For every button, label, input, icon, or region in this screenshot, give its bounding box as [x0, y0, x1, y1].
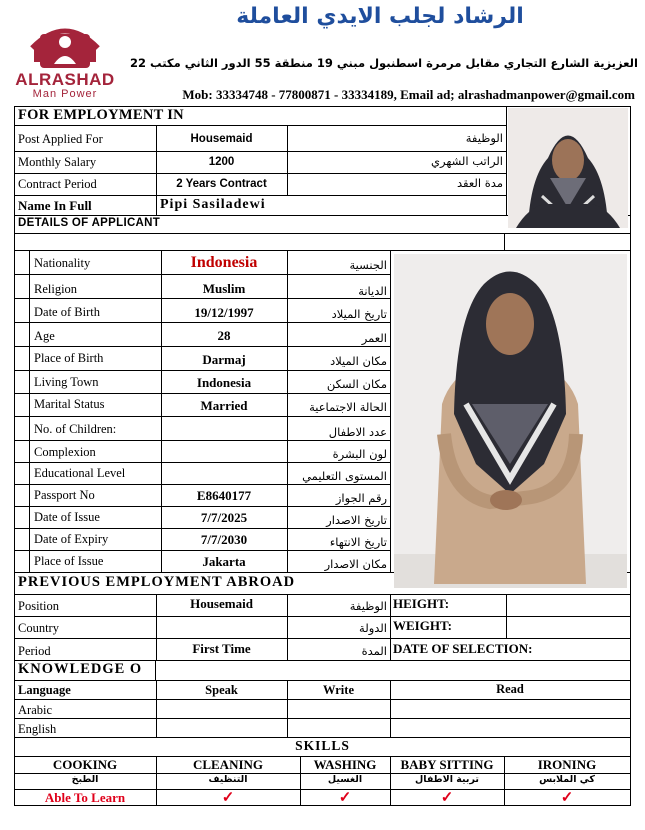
date-of-issue-label: Date of Issue	[34, 510, 100, 524]
date-of-issue-value: 7/7/2025	[200, 510, 248, 525]
full-name-value: Pipi Sasiladewi	[160, 197, 266, 212]
living-town-label-ar: مكان السكن	[326, 377, 387, 391]
date-of-expiry-value: 7/7/2030	[200, 532, 248, 547]
skill-washing-header: WASHING	[313, 757, 377, 772]
write-header: Write	[322, 683, 354, 697]
complexion-label: Complexion	[34, 445, 96, 459]
company-contact: Mob: 33334748 - 77800871 - 33334189, Email ad; alrashadmanpower@gmail.com	[182, 87, 635, 102]
company-logo	[10, 8, 120, 100]
marital-status-label: Marital Status	[34, 397, 105, 411]
skill-babysitting-header-ar: تربية الاطفال	[415, 774, 479, 785]
weight-label: WEIGHT:	[393, 618, 452, 633]
height-label: HEIGHT:	[393, 596, 450, 611]
age-value: 28	[217, 328, 231, 343]
speak-header: Speak	[205, 683, 238, 697]
skill-washing-header-ar: الغسيل	[327, 774, 363, 785]
contract-period-value: 2 Years Contract	[176, 178, 267, 190]
position-label-ar: الوظيفة	[349, 599, 387, 613]
monthly-salary-label: Monthly Salary	[18, 155, 97, 169]
details-section-title: DETAILS OF APPLICANT	[18, 217, 161, 229]
logo-emblem-icon	[10, 8, 120, 72]
date-of-issue-label-ar: تاريخ الاصدار	[326, 513, 387, 527]
age-label: Age	[34, 329, 55, 343]
education-label: Educational Level	[34, 466, 126, 480]
education-label-ar: المستوى التعليمي	[302, 469, 387, 483]
knowledge-section-title: KNOWLEDGE O	[18, 661, 143, 677]
religion-value: Muslim	[202, 281, 246, 296]
skill-ironing-header: IRONING	[537, 757, 597, 772]
language-header: Language	[18, 683, 71, 697]
place-of-birth-label-ar: مكان الميلاد	[330, 354, 387, 368]
post-applied-value: Housemaid	[190, 133, 253, 145]
age-label-ar: العمر	[361, 331, 387, 345]
contract-period-label: Contract Period	[18, 177, 97, 191]
post-applied-label: Post Applied For	[18, 132, 103, 146]
applicant-portrait-photo	[508, 108, 628, 228]
position-label: Position	[18, 599, 59, 613]
skill-babysitting-check-icon: ✓	[440, 790, 454, 806]
logo-name: ALRASHAD	[15, 70, 115, 89]
country-label: Country	[18, 621, 59, 635]
place-of-birth-value: Darmaj	[202, 352, 246, 367]
skill-washing-check-icon: ✓	[338, 790, 352, 806]
complexion-label-ar: لون البشرة	[332, 447, 387, 461]
passport-no-value: E8640177	[196, 488, 252, 503]
place-of-issue-label-ar: مكان الاصدار	[324, 557, 387, 571]
monthly-salary-label-ar: الراتب الشهري	[431, 154, 503, 168]
skill-ironing-check-icon: ✓	[560, 790, 574, 806]
full-name-label: Name In Full	[18, 198, 92, 213]
living-town-value: Indonesia	[196, 375, 252, 390]
skill-babysitting-header: BABY SITTING	[400, 757, 494, 772]
previous-employment-title: PREVIOUS EMPLOYMENT ABROAD	[18, 574, 296, 590]
language-english: English	[18, 722, 57, 736]
religion-label-ar: الديانة	[358, 284, 387, 298]
language-arabic: Arabic	[18, 703, 53, 717]
read-header: Read	[496, 682, 524, 696]
place-of-birth-label: Place of Birth	[34, 351, 104, 365]
children-label: No. of Children:	[34, 422, 117, 436]
period-value: First Time	[192, 641, 251, 656]
employment-section-title: FOR EMPLOYMENT IN	[18, 107, 184, 123]
place-of-issue-value: Jakarta	[202, 554, 246, 569]
place-of-issue-label: Place of Issue	[34, 554, 104, 568]
contract-period-label-ar: مدة العقد	[457, 176, 503, 190]
nationality-label-ar: الجنسية	[349, 258, 387, 272]
date-of-birth-value: 19/12/1997	[194, 305, 254, 320]
skill-cleaning-header: CLEANING	[192, 757, 264, 772]
date-of-expiry-label-ar: تاريخ الانتهاء	[329, 535, 387, 549]
skill-cleaning-header-ar: التنظيف	[208, 774, 248, 785]
living-town-label: Living Town	[34, 375, 99, 389]
date-of-birth-label-ar: تاريخ الميلاد	[331, 307, 387, 321]
marital-status-label-ar: الحالة الاجتماعية	[309, 400, 387, 414]
passport-no-label-ar: رقم الجواز	[335, 491, 387, 505]
skills-section-title: SKILLS	[295, 738, 350, 753]
period-label: Period	[18, 644, 51, 658]
post-applied-label-ar: الوظيفة	[465, 131, 503, 145]
religion-label: Religion	[34, 282, 78, 296]
skill-cooking-header: COOKING	[52, 757, 118, 772]
monthly-salary-value: 1200	[208, 156, 235, 168]
position-value: Housemaid	[190, 596, 253, 611]
skill-cooking-header-ar: الطبخ	[71, 774, 99, 785]
applicant-full-body-photo	[394, 254, 627, 588]
company-title-arabic: الرشاد لجلب الايدي العاملة	[236, 4, 524, 29]
company-address-arabic: العزيزية الشارع التجاري مقابل مرمرة اسطنبول مبني 19 منطقة 55 الدور الثاني مكتب 22	[130, 56, 638, 70]
marital-status-value: Married	[200, 398, 248, 413]
date-of-selection-label: DATE OF SELECTION:	[393, 641, 533, 656]
nationality-label: Nationality	[34, 256, 91, 270]
date-of-birth-label: Date of Birth	[34, 305, 100, 319]
country-label-ar: الدولة	[359, 621, 387, 635]
logo-subtitle: Man Power	[32, 88, 98, 100]
date-of-expiry-label: Date of Expiry	[34, 532, 109, 546]
period-label-ar: المدة	[361, 644, 387, 658]
skill-cleaning-check-icon: ✓	[221, 790, 235, 806]
passport-no-label: Passport No	[34, 488, 95, 502]
skill-cooking-value: Able To Learn	[44, 790, 126, 805]
skill-ironing-header-ar: كي الملابس	[539, 774, 595, 785]
children-label-ar: عدد الاطفال	[328, 425, 387, 439]
nationality-value: Indonesia	[190, 254, 258, 271]
